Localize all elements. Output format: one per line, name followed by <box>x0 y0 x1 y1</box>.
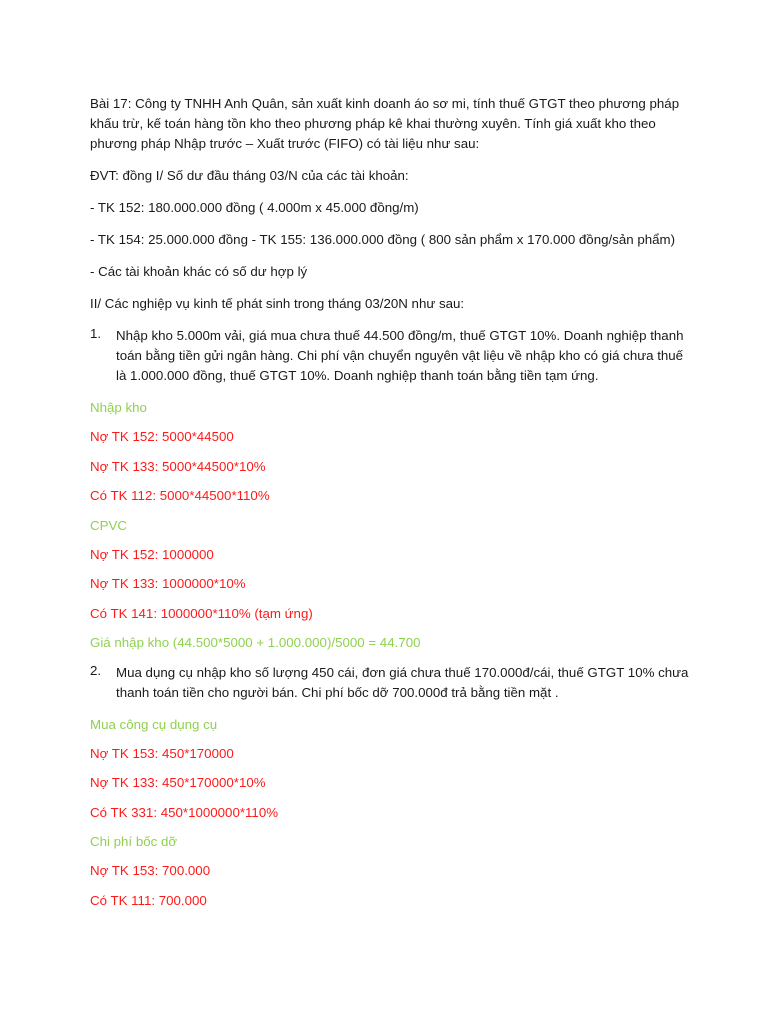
journal-entry: Có TK 112: 5000*44500*110% <box>90 488 270 504</box>
solution-heading: CPVC <box>90 517 127 533</box>
solution-heading: Nhập kho <box>90 400 147 415</box>
balance-tk154-155: - TK 154: 25.000.000 đồng - TK 155: 136.000.000 đồng ( 800 sản phẩm x 170.000 đồng/sản phẩm) <box>90 232 676 247</box>
journal-entry: Nợ TK 152: 1000000 <box>90 546 214 562</box>
section-2-heading: II/ Các nghiệp vụ kinh tế phát sinh trong tháng 03/20N như sau: <box>90 296 465 311</box>
journal-entry: Nợ TK 153: 450*170000 <box>90 745 234 761</box>
journal-entry: Nợ TK 152: 5000*44500 <box>90 429 234 445</box>
journal-entry: Nợ TK 133: 450*170000*10% <box>90 775 266 791</box>
journal-entry: Nợ TK 133: 1000000*10% <box>90 576 246 592</box>
list-number: 2. <box>90 662 102 678</box>
journal-entry: Có TK 141: 1000000*110% (tạm ứng) <box>90 605 313 621</box>
list-text: Mua dụng cụ nhập kho số lượng 450 cái, đơn giá chưa thuế 170.000đ/cái, thuế GTGT 10% chưa thanh toán tiền cho người bán. Chi phí bốc dỡ 700.000đ trả bằng tiền mặt . <box>116 664 689 700</box>
journal-entry: Nợ TK 133: 5000*44500*10% <box>90 458 266 474</box>
journal-entry: Nợ TK 153: 700.000 <box>90 863 211 879</box>
balance-tk152: - TK 152: 180.000.000 đồng ( 4.000m x 45.000 đồng/m) <box>90 200 419 215</box>
solution-heading: Giá nhập kho (44.500*5000 + 1.000.000)/5000 = 44.700 <box>90 635 421 651</box>
list-item <box>90 326 690 386</box>
problem-intro: Bài 17: Công ty TNHH Anh Quân, sản xuất kinh doanh áo sơ mi, tính thuế GTGT theo phương pháp khấu trừ, kế toán hàng tồn kho theo phương pháp kê khai thường xuyên. Tính giá xuất kho theo phương pháp Nhập trước – Xuất trước (FIFO) có tài liệu như sau: <box>90 96 680 151</box>
document-page <box>90 94 690 920</box>
journal-entry: Có TK 331: 450*1000000*110% <box>90 804 279 820</box>
balance-other: - Các tài khoản khác có số dư hợp lý <box>90 264 308 279</box>
list-item <box>90 663 690 703</box>
unit-line: ĐVT: đồng I/ Số dư đầu tháng 03/N của các tài khoản: <box>90 168 409 183</box>
list-text: Nhập kho 5.000m vải, giá mua chưa thuế 44.500 đồng/m, thuế GTGT 10%. Doanh nghiệp thanh toán bằng tiền gửi ngân hàng. Chi phí vận chuyển nguyên vật liệu về nhập kho có giá chưa thuế là 1.000.000 đồng, thuế GTGT 10%. Doanh nghiệp thanh toán bằng tiền tạm ứng. <box>116 328 684 383</box>
journal-entry: Có TK 111: 700.000 <box>90 892 207 908</box>
solution-heading: Chi phí bốc dỡ <box>90 834 178 850</box>
list-number: 1. <box>90 326 102 341</box>
solution-heading: Mua công cụ dụng cụ <box>90 716 218 732</box>
